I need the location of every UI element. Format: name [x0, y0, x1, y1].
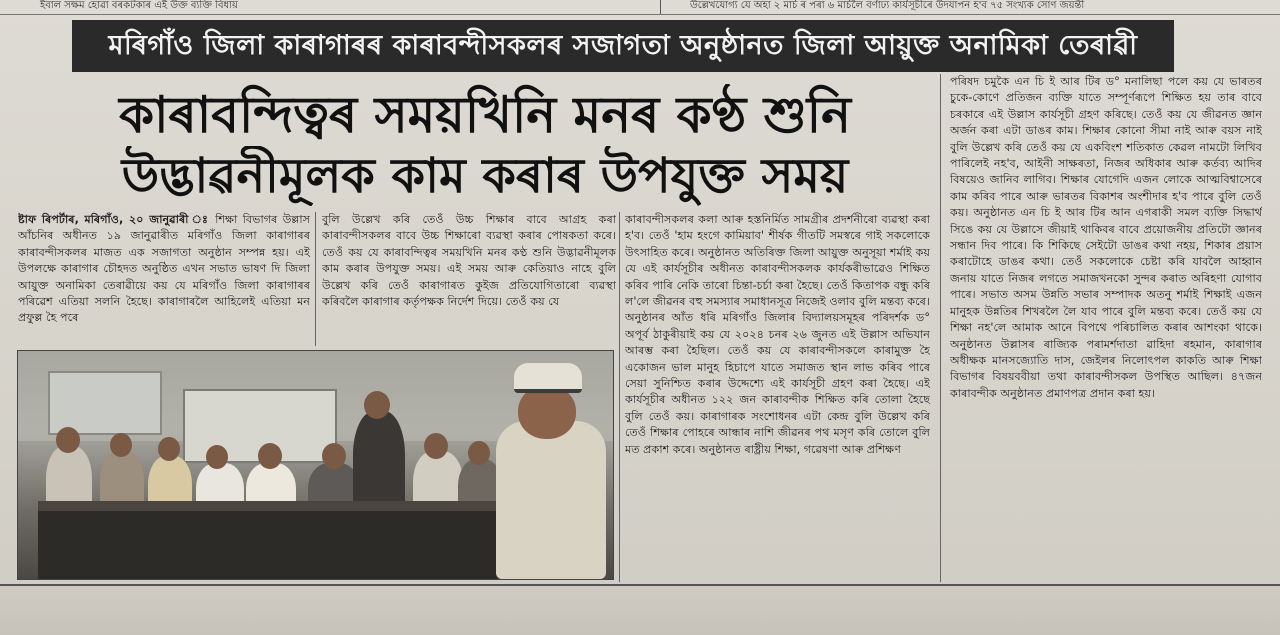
kicker-banner: মৰিগাঁও জিলা কাৰাগাৰৰ কাৰাবন্দীসকলৰ সজাগতা অনুষ্ঠানত জিলা আয়ুক্ত অনামিকা তেৰাৱী	[72, 20, 1174, 72]
photo-person-head	[468, 441, 490, 465]
photo-person-head	[110, 433, 132, 457]
headline-line-2: উদ্ভাৱনীমূলক কাম কৰাৰ উপযুক্ত সময়	[121, 148, 849, 204]
photo-officer	[496, 421, 606, 579]
article-text-col3: কাৰাবন্দীসকলৰ কলা আৰু হস্তনিৰ্মিত সামগ্ৰীৰ প্ৰদৰ্শনীৰো ব্যৱস্থা কৰা হ'ব। তেওঁ 'হাম হংগে কামিয়াব' শীৰ্ষক গীতটি সমস্বৰে গাই সকলোকে উৎসাহিত কৰে। অনুষ্ঠানত অতিৰিক্ত জিলা আয়ুক্ত অনুসূয়া শৰ্মাই কয় যে এই কাৰ্যসূচীৰ অধীনত কাৰাবন্দীসকলক কাৰ্যকৰীভাৱেও শিক্ষিত কৰিব পাৰি নেকি তাৰো চিন্তা-চৰ্চা কৰা হৈছে। তেওঁ কিতাপক বন্ধু কৰি ল'লে জীৱনৰ বহু সমস্যাৰ সমাধানসূত্ৰ নিজেই ওলাব বুলি মন্তব্য কৰে। অনুষ্ঠানৰ আঁত ধৰি মৰিগাঁও জিলাৰ বিদ্যালয়সমূহৰ পৰিদৰ্শক ড° অপূৰ্ব ঠাকুৰীয়াই কয় যে ২০২৪ চনৰ ২৬ জুনত এই উল্লাস অভিযান আৰম্ভ কৰা হৈছিল। তেওঁ কয় যে কাৰাবন্দীসকলে কাৰামুক্ত হৈ একোজন ভাল মানুহ হিচাপে যাতে সমাজত স্থান লাভ কৰিব পাৰে সেয়া সুনিশ্চিত কৰাৰ উদ্দেশ্যে এই কাৰ্যসূচী গ্ৰহণ কৰা হৈছে। এই কাৰ্যসূচীৰ অধীনত ১২২ জন কাৰাবন্দীক শিক্ষিত কৰি তোলা হৈছে বুলি তেওঁ কয়। কাৰাগাৰক সংশোধনৰ এটা কেন্দ্ৰ বুলি উল্লেখ কৰি তেওঁ শিক্ষাৰ পোহৰে আন্ধাৰ নাশি জীৱনৰ পথ মসৃণ কৰি তোলে বুলি মত প্ৰকাশ কৰে। অনুষ্ঠানত ৰাষ্ট্ৰীয় শিক্ষা, গৱেষণা আৰু প্ৰশিক্ষণ	[625, 213, 930, 456]
article-text-col2: বুলি উল্লেখ কৰি তেওঁ উচ্চ শিক্ষাৰ বাবে আগ্ৰহ কৰা কাৰাবন্দীসকলৰ বাবে উচ্চ শিক্ষাৰো ব্যৱস্থা কৰাৰ পোষকতা কৰে। তেওঁ কয় যে কাৰাবন্দিত্বৰ সময়খিনি মনৰ কণ্ঠ শুনি উদ্ভাৱনীমূলক কাম কৰাৰ উপযুক্ত সময়। এই সময় আৰু কেতিয়াও নাহে বুলি উল্লেখ কৰি তেওঁ কাৰাগাৰত কুইজ প্ৰতিযোগিতাৰো ব্যৱস্থা কৰিবলৈ কাৰাগাৰ কৰ্তৃপক্ষক নিৰ্দেশ দিয়ে। তেওঁ কয় যে	[322, 213, 616, 309]
photo-table	[38, 511, 498, 579]
photo-officer-head	[518, 385, 576, 439]
event-photo	[17, 350, 614, 580]
dateline: ষ্টাফ ৰিপৰ্টাৰ, মৰিগাঁও, ২০ জানুৱাৰী ঃ	[18, 213, 210, 226]
photo-window	[48, 371, 162, 435]
column-divider	[315, 212, 316, 346]
photo-person-head	[206, 445, 228, 469]
photo-person-head	[322, 443, 346, 469]
photo-officer-cap	[514, 363, 582, 393]
headline-line-1: কাৰাবন্দিত্বৰ সময়খিনি মনৰ কণ্ঠ শুনি	[119, 86, 851, 144]
article-text-col4: পৰিষদ চমুকৈ এন চি ই আৰ টিৰ ড° মনালিছা পলে কয় যে ভাৰতৰ চুকে-কোণে প্ৰতিজন ব্যক্তি যাতে সম্পূৰ্ণৰূপে শিক্ষিত হয় তাৰ বাবে চৰকাৰে এই উল্লাস কাৰ্যসূচী গ্ৰহণ কৰিছে। তেওঁ কয় যে জীৱনত জ্ঞান অৰ্জন কৰা এটা ডাঙৰ কাম। শিক্ষাৰ কোনো সীমা নাই আৰু বয়স নাই বুলি উল্লেখ কৰি তেওঁ কয় যে একবিংশ শতিকাত কেৱল নামটো লিখিব পাৰিলেই নহ'ব, আইনী সাক্ষৰতা, নিজৰ অধিকাৰ আৰু কৰ্তব্য আদিৰ বিষয়েও জানিব লাগিব। শিক্ষাৰ যোগেদি এজন লোকে আত্মবিশ্বাসেৰে কাম কৰিব পাৰে আৰু ভাৰতৰ বিকাশৰ অংশীদাৰ হ'ব পাৰে বুলি তেওঁ কয়। অনুষ্ঠানত এন চি ই আৰ টিৰ আন এগৰাকী সমল ব্যক্তি সিদ্ধাৰ্থ সিঙে কয় যে উল্লাসে জীয়াই থাকিবৰ বাবে প্ৰয়োজনীয় প্ৰতিটো জ্ঞানৰ সন্ধান দিব পাৰে। কি শিকিছে সেইটো ডাঙৰ কথা নহয়, শিকাৰ প্ৰয়াস কৰাটোহে ডাঙৰ কথা। তেওঁ সকলোকে চেষ্টা কৰি যাবলৈ আহ্বান জনায় যাতে নিজৰ লগতে সমাজখনকো সুন্দৰ কৰাত অৰিহণা যোগাব পাৰে। সভাত অসম উন্নতি সভাৰ সম্পাদক অতনু শৰ্মাই শিক্ষাই এজন মানুহক উন্নতিৰ শিখৰলৈ লৈ যাব পাৰে বুলি মন্তব্য কৰে। তেওঁ কয় যে শিক্ষা নহ'লে আমাক আনে বিপথে পৰিচালিত কৰাৰ আশংকা থাকে। অনুষ্ঠানত উল্লাসৰ ৰাজ্যিক পৰামৰ্শদাতা ৱাহিদা ৰহমান, কাৰাগাৰ অধীক্ষক মানসজ্যোতি দাস, জেইলৰ নিলোৎপল কাকতি আৰু শিক্ষা বিভাগৰ বিষয়ববীয়া তথা কাৰাবন্দীসকল উপস্থিত আছিল। ৪৭জন কাৰাবন্দীক অনুষ্ঠানত প্ৰমাণপত্ৰ প্ৰদান কৰা হয়।	[950, 75, 1262, 400]
article-column-3	[625, 212, 930, 582]
page-footer-margin	[0, 586, 1280, 635]
previous-article-strip	[0, 0, 1280, 15]
article-column-1	[18, 212, 310, 346]
column-divider	[940, 74, 941, 582]
photo-person-head	[56, 427, 80, 453]
photo-person-head	[424, 433, 448, 459]
article-text-col1: শিক্ষা বিভাগৰ উল্লাস আঁচনিৰ অধীনত ১৯ জানুৱাৰীত মৰিগাঁও জিলা কাৰাগাৰৰ কাৰাবন্দীসকলৰ মাজত এক সজাগতা অনুষ্ঠান সম্পন্ন হয়। এই উপলক্ষে কাৰাগাৰ চৌহদত অনুষ্ঠিত এখন সভাত ভাষণ দি জিলা আয়ুক্ত অনামিকা তেৰাৱীয়ে কয় যে মৰিগাঁও জিলা কাৰাগাৰৰ পৰিৱেশ এতিয়া সলনি হৈছে। কাৰাগাৰলৈ আহিলেই এতিয়া মন প্ৰফুল্ল হৈ পৰে	[18, 213, 310, 325]
strip-right-text: উল্লেখযোগ্য যে অহা ২ মাৰ্চ ৰ পৰা ৬ মাৰ্চলৈ বৰ্ণাঢ্য কাৰ্যসূচীৰে উদযাপন হ'ব ৭৫ সংখ্যক সোণ জয়ন্তী	[690, 0, 1085, 11]
article-column-4	[950, 74, 1262, 579]
strip-left-text: ইবাল সক্ষম হোৱা বৰকটকাৰ এই উক্ত ব্যক্তি বিধায়	[40, 0, 238, 11]
column-divider	[619, 212, 620, 582]
photo-person-head	[158, 437, 180, 461]
article-column-2	[322, 212, 616, 346]
photo-person-head	[364, 391, 390, 419]
column-divider-top	[660, 0, 661, 14]
photo-person-head	[258, 443, 282, 469]
